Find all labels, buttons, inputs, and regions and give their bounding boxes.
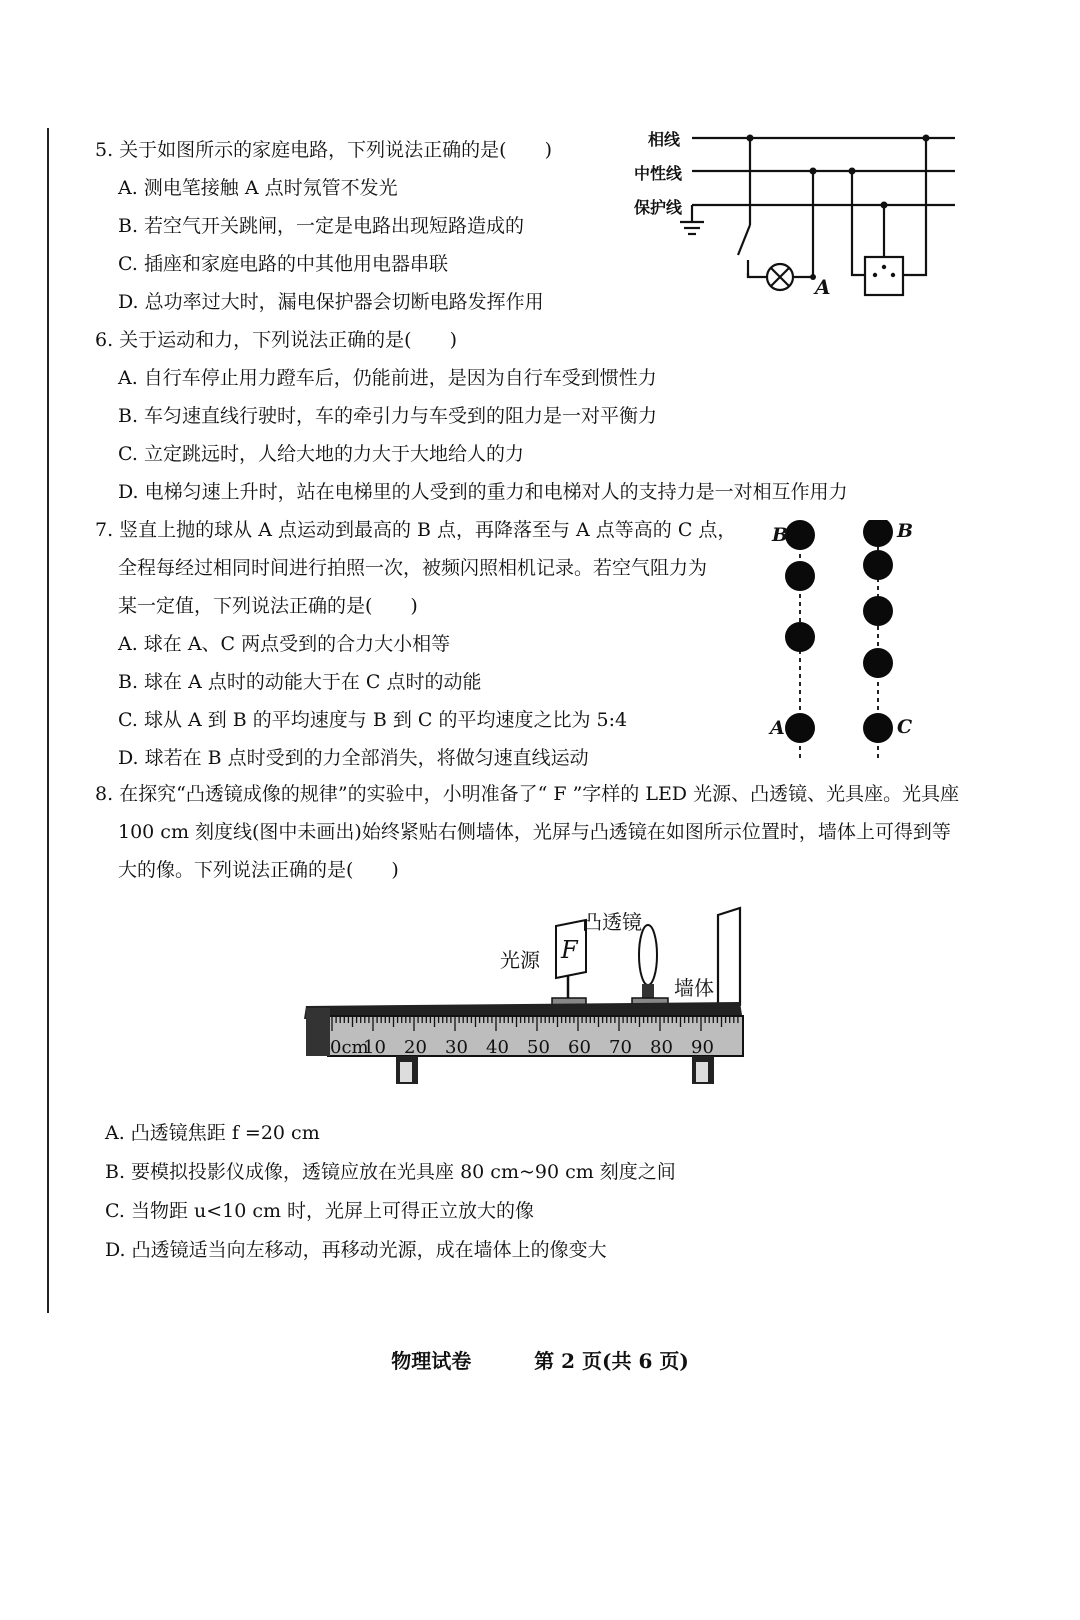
q7-option-c: C. 球从 A 到 B 的平均速度与 B 到 C 的平均速度之比为 5:4: [118, 709, 628, 731]
ball-left-b: [785, 520, 815, 550]
ruler-tick-label: 10: [363, 1037, 386, 1058]
ruler-tick-label: 20: [404, 1037, 427, 1058]
q7-option-a: A. 球在 A、C 两点受到的合力大小相等: [118, 633, 451, 655]
label-a: A: [770, 717, 785, 739]
q6-option-a: A. 自行车停止用力蹬车后，仍能前进，是因为自行车受到惯性力: [118, 367, 657, 389]
ruler-tick-label: 40: [486, 1037, 509, 1058]
wall-label: 墙体: [674, 976, 714, 1000]
point-a-label: A: [815, 275, 831, 299]
lens-label: 凸透镜: [582, 910, 642, 934]
ruler-tick-label: 50: [527, 1037, 550, 1058]
q6-option-c: C. 立定跳远时，人给大地的力大于大地给人的力: [118, 443, 524, 465]
ball-left-a: [785, 713, 815, 743]
ball-right-c: [863, 713, 893, 743]
circuit-diagram: [630, 125, 970, 310]
strobe-photo-diagram: [760, 520, 930, 770]
label-b-left: B: [772, 524, 789, 546]
neutral-wire-label: 中性线: [634, 164, 683, 183]
ball-right-4: [863, 648, 893, 678]
ruler-tick-label: 30: [445, 1037, 468, 1058]
q8-option-c: C. 当物距 u<10 cm 时，光屏上可得正立放大的像: [105, 1200, 535, 1222]
q8-stem-line-3: 大的像。下列说法正确的是( ): [118, 859, 399, 881]
optical-bench-diagram: [300, 900, 760, 1100]
source-letter-f: F: [561, 936, 578, 964]
light-source-label: 光源: [500, 948, 540, 972]
ruler-tick-label: 80: [650, 1037, 673, 1058]
wall: [718, 908, 740, 1012]
ball-left-2: [785, 561, 815, 591]
q5-option-c: C. 插座和家庭电路的中其他用电器串联: [118, 253, 448, 275]
q7-stem-line-3: 某一定值，下列说法正确的是( ): [118, 595, 418, 617]
footer-page-number: 第 2 页(共 6 页): [534, 1349, 689, 1373]
ground-wire-label: 保护线: [634, 198, 683, 217]
q7-option-b: B. 球在 A 点时的动能大于在 C 点时的动能: [118, 671, 482, 693]
q8-option-b: B. 要模拟投影仪成像，透镜应放在光具座 80 cm~90 cm 刻度之间: [105, 1161, 676, 1183]
ball-right-3: [863, 596, 893, 626]
q8-stem-line-2: 100 cm 刻度线(图中未画出)始终紧贴右侧墙体，光屏与凸透镜在如图所示位置时，墙体上可得到等: [118, 821, 951, 843]
q6-option-d: D. 电梯匀速上升时，站在电梯里的人受到的重力和电梯对人的支持力是一对相互作用力: [118, 481, 848, 503]
q5-option-a: A. 测电笔接触 A 点时氖管不发光: [118, 177, 398, 199]
footer-subject: 物理试卷: [391, 1349, 472, 1373]
page-footer: [0, 1345, 1080, 1374]
q8-stem-line-1: 8. 在探究“凸透镜成像的规律”的实验中，小明准备了“ F ”字样的 LED 光源、凸透镜、光具座。光具座: [95, 783, 960, 805]
label-c: C: [897, 716, 913, 738]
q8-option-d: D. 凸透镜适当向左移动，再移动光源，成在墙体上的像变大: [105, 1239, 607, 1261]
q7-stem-line-2: 全程每经过相同时间进行拍照一次，被频闪照相机记录。若空气阻力为: [118, 557, 708, 579]
ruler-tick-label: 60: [568, 1037, 591, 1058]
ruler-tick-label: 70: [609, 1037, 632, 1058]
label-b-right: B: [897, 520, 914, 542]
ruler-tick-label: 0cm: [330, 1037, 369, 1058]
q6-option-b: B. 车匀速直线行驶时，车的牵引力与车受到的阻力是一对平衡力: [118, 405, 658, 427]
q7-option-d: D. 球若在 B 点时受到的力全部消失，将做匀速直线运动: [118, 747, 589, 769]
ball-right-2: [863, 550, 893, 580]
q6-stem: 6. 关于运动和力，下列说法正确的是( ): [95, 329, 457, 351]
margin-line: [47, 128, 49, 1313]
q5-option-b: B. 若空气开关跳闸，一定是电路出现短路造成的: [118, 215, 525, 237]
live-wire-label: 相线: [648, 130, 681, 149]
q5-option-d: D. 总功率过大时，漏电保护器会切断电路发挥作用: [118, 291, 544, 313]
ruler-tick-label: 90: [691, 1037, 714, 1058]
q7-stem-line-1: 7. 竖直上抛的球从 A 点运动到最高的 B 点，再降落至与 A 点等高的 C 点，: [95, 519, 737, 541]
q8-option-a: A. 凸透镜焦距 f =20 cm: [105, 1122, 320, 1144]
ball-right-b: [863, 520, 893, 547]
ball-left-3: [785, 622, 815, 652]
q5-stem: 5. 关于如图所示的家庭电路，下列说法正确的是( ): [95, 139, 552, 161]
